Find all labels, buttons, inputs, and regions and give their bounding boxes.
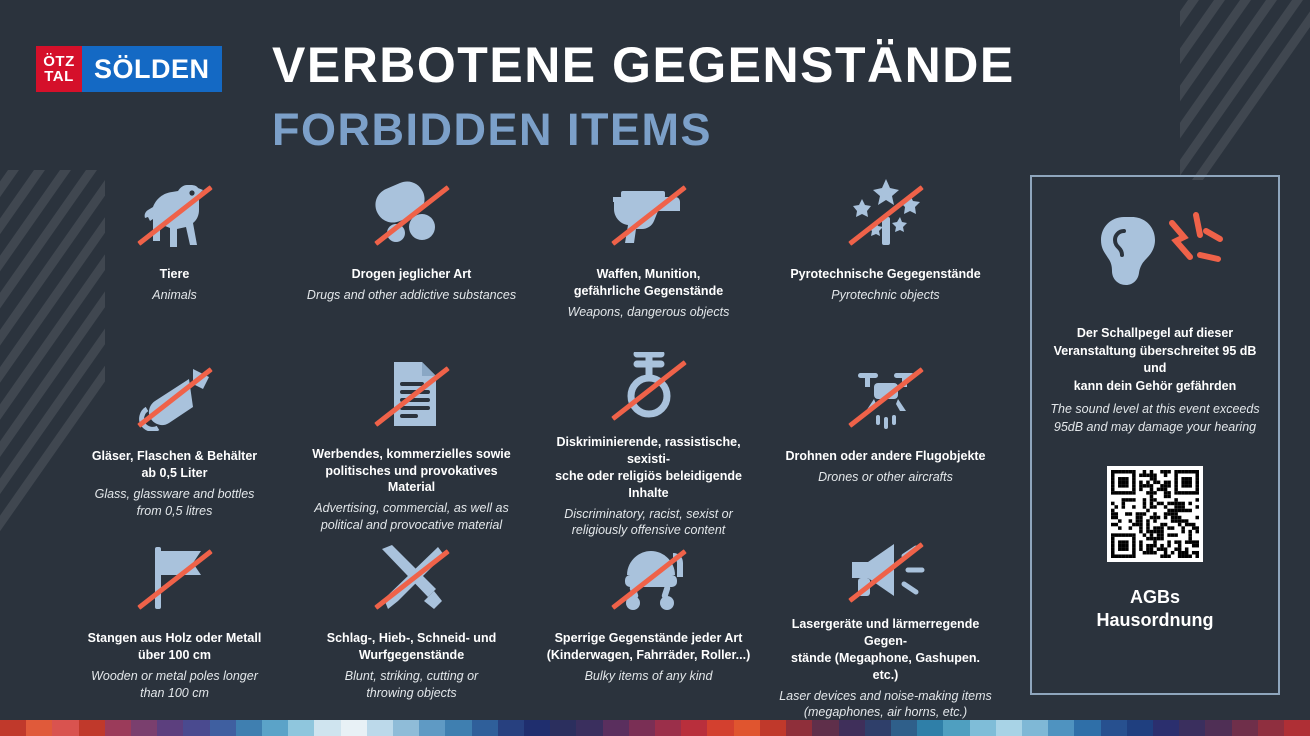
color-bar-segment — [550, 720, 576, 736]
item-label-en: Blunt, striking, cutting or throwing objects — [344, 668, 479, 700]
color-bar-segment — [603, 720, 629, 736]
page-title-de: VERBOTENE GEGENSTÄNDE — [272, 37, 1015, 93]
color-bar-segment — [367, 720, 393, 736]
flag-pole-icon — [123, 534, 227, 620]
color-bar-segment — [1258, 720, 1284, 736]
color-bar-segment — [1022, 720, 1048, 736]
item-label-en: Discriminatory, racist, sexist or religiously offensive content — [564, 506, 733, 538]
color-bar-segment — [524, 720, 550, 736]
ear-noise-icon — [1080, 205, 1230, 297]
color-bar-segment — [288, 720, 314, 736]
item-label-en: Animals — [152, 287, 197, 302]
color-bar-segment — [472, 720, 498, 736]
drone-icon — [834, 352, 938, 438]
color-bar-segment — [1127, 720, 1153, 736]
forbidden-item — [534, 352, 763, 538]
bat-knife-icon — [360, 534, 464, 620]
color-bar-segment — [0, 720, 26, 736]
forbidden-item — [297, 170, 526, 352]
item-label-en: Drugs and other addictive substances — [306, 287, 517, 302]
color-bar-segment — [52, 720, 78, 736]
sound-level-text-en: The sound level at this event exceeds 95dB and may damage your hearing — [1050, 402, 1260, 434]
color-bar-segment — [681, 720, 707, 736]
stroller-icon — [597, 534, 701, 620]
forbidden-item — [534, 534, 763, 716]
item-label-de: Stangen aus Holz oder Metall über 100 cm — [87, 631, 262, 662]
gun-icon — [597, 170, 701, 256]
color-bar-segment — [419, 720, 445, 736]
item-label-de: Pyrotechnische Gegegenstände — [790, 267, 981, 281]
color-bar-segment — [760, 720, 786, 736]
color-bar-segment — [183, 720, 209, 736]
color-bar-segment — [445, 720, 471, 736]
agb-hausordnung-label: AGBs Hausordnung — [1096, 587, 1214, 631]
item-label-en: Pyrotechnic objects — [831, 287, 940, 302]
bottom-color-bar — [0, 720, 1310, 736]
item-label-de: Diskriminierende, rassistische, sexisti- sche oder religiös beleidigende Inhalte — [555, 435, 742, 500]
item-label-de: Drohnen oder andere Flugobjekte — [785, 449, 986, 463]
bottle-icon — [123, 352, 227, 438]
color-bar-segment — [1284, 720, 1310, 736]
color-bar-segment — [262, 720, 288, 736]
item-label-de: Schlag-, Hieb-, Schneid- und Wurfgegenstände — [326, 631, 497, 662]
color-bar-segment — [1048, 720, 1074, 736]
color-bar-segment — [236, 720, 262, 736]
color-bar-segment — [1101, 720, 1127, 736]
pills-icon — [360, 170, 464, 256]
color-bar-segment — [839, 720, 865, 736]
color-bar-segment — [341, 720, 367, 736]
color-bar-segment — [943, 720, 969, 736]
sound-level-text-de: Der Schallpegel auf dieser Veranstaltung überschreitet 95 dB und kann dein Gehör gefährden — [1053, 326, 1257, 393]
forbidden-item — [771, 352, 1000, 534]
megaphone-icon — [834, 534, 938, 606]
color-bar-segment — [105, 720, 131, 736]
fireworks-icon — [834, 170, 938, 256]
forbidden-items-grid — [60, 170, 1000, 720]
item-label-de: Werbendes, kommerzielles sowie politisches und provokatives Material — [312, 446, 511, 495]
forbidden-item — [60, 170, 289, 352]
forbidden-item — [297, 352, 526, 534]
color-bar-segment — [157, 720, 183, 736]
logo-line-1: ÖTZ — [43, 53, 75, 70]
color-bar-segment — [1179, 720, 1205, 736]
color-bar-segment — [891, 720, 917, 736]
soelden-logo — [36, 46, 222, 92]
item-label-en: Drones or other aircrafts — [818, 469, 953, 484]
item-label-de: Gläser, Flaschen & Behälter ab 0,5 Liter — [91, 449, 258, 480]
logo-soelden-block: SÖLDEN — [82, 46, 222, 92]
color-bar-segment — [917, 720, 943, 736]
item-label-en: Advertising, commercial, as well as political and provocative material — [314, 501, 509, 533]
color-bar-segment — [707, 720, 733, 736]
forbidden-item — [771, 534, 1000, 720]
decorative-stripes-top-right — [1180, 0, 1310, 180]
item-label-en: Weapons, dangerous objects — [567, 304, 730, 319]
color-bar-segment — [865, 720, 891, 736]
color-bar-segment — [812, 720, 838, 736]
color-bar-segment — [996, 720, 1022, 736]
forbidden-item — [771, 170, 1000, 352]
item-label-en: Laser devices and noise-making items (megaphones, air horns, etc.) — [779, 688, 992, 720]
color-bar-segment — [1232, 720, 1258, 736]
item-label-en: Glass, glassware and bottles from 0,5 litres — [94, 486, 255, 518]
item-label-de: Sperrige Gegenstände jeder Art (Kinderwagen, Fahrräder, Roller...) — [546, 631, 751, 662]
item-label-en: Bulky items of any kind — [584, 668, 713, 683]
forbidden-item — [60, 534, 289, 716]
color-bar-segment — [393, 720, 419, 736]
item-label-de: Waffen, Munition, gefährliche Gegenstände — [573, 267, 724, 298]
color-bar-segment — [629, 720, 655, 736]
color-bar-segment — [314, 720, 340, 736]
color-bar-segment — [786, 720, 812, 736]
gender-symbol-icon — [597, 352, 701, 424]
item-label-de: Lasergeräte und lärmerregende Gegen- stände (Megaphone, Gashupen. etc.) — [791, 617, 980, 682]
color-bar-segment — [655, 720, 681, 736]
logo-oetztal-block — [36, 46, 82, 92]
color-bar-segment — [1074, 720, 1100, 736]
dog-icon — [123, 170, 227, 256]
qr-code[interactable] — [1107, 466, 1203, 562]
color-bar-segment — [970, 720, 996, 736]
forbidden-item — [60, 352, 289, 534]
color-bar-segment — [26, 720, 52, 736]
item-label-de: Tiere — [159, 267, 190, 281]
color-bar-segment — [576, 720, 602, 736]
color-bar-segment — [131, 720, 157, 736]
color-bar-segment — [734, 720, 760, 736]
logo-line-2: TAL — [44, 68, 74, 85]
item-label-en: Wooden or metal poles longer than 100 cm — [91, 668, 258, 700]
item-label-de: Drogen jeglicher Art — [351, 267, 472, 281]
color-bar-segment — [210, 720, 236, 736]
forbidden-item — [534, 170, 763, 352]
forbidden-item — [297, 534, 526, 716]
document-icon — [360, 352, 464, 436]
color-bar-segment — [1205, 720, 1231, 736]
page-title-en: FORBIDDEN ITEMS — [272, 104, 713, 155]
sound-level-panel — [1030, 175, 1280, 695]
color-bar-segment — [1153, 720, 1179, 736]
color-bar-segment — [79, 720, 105, 736]
color-bar-segment — [498, 720, 524, 736]
